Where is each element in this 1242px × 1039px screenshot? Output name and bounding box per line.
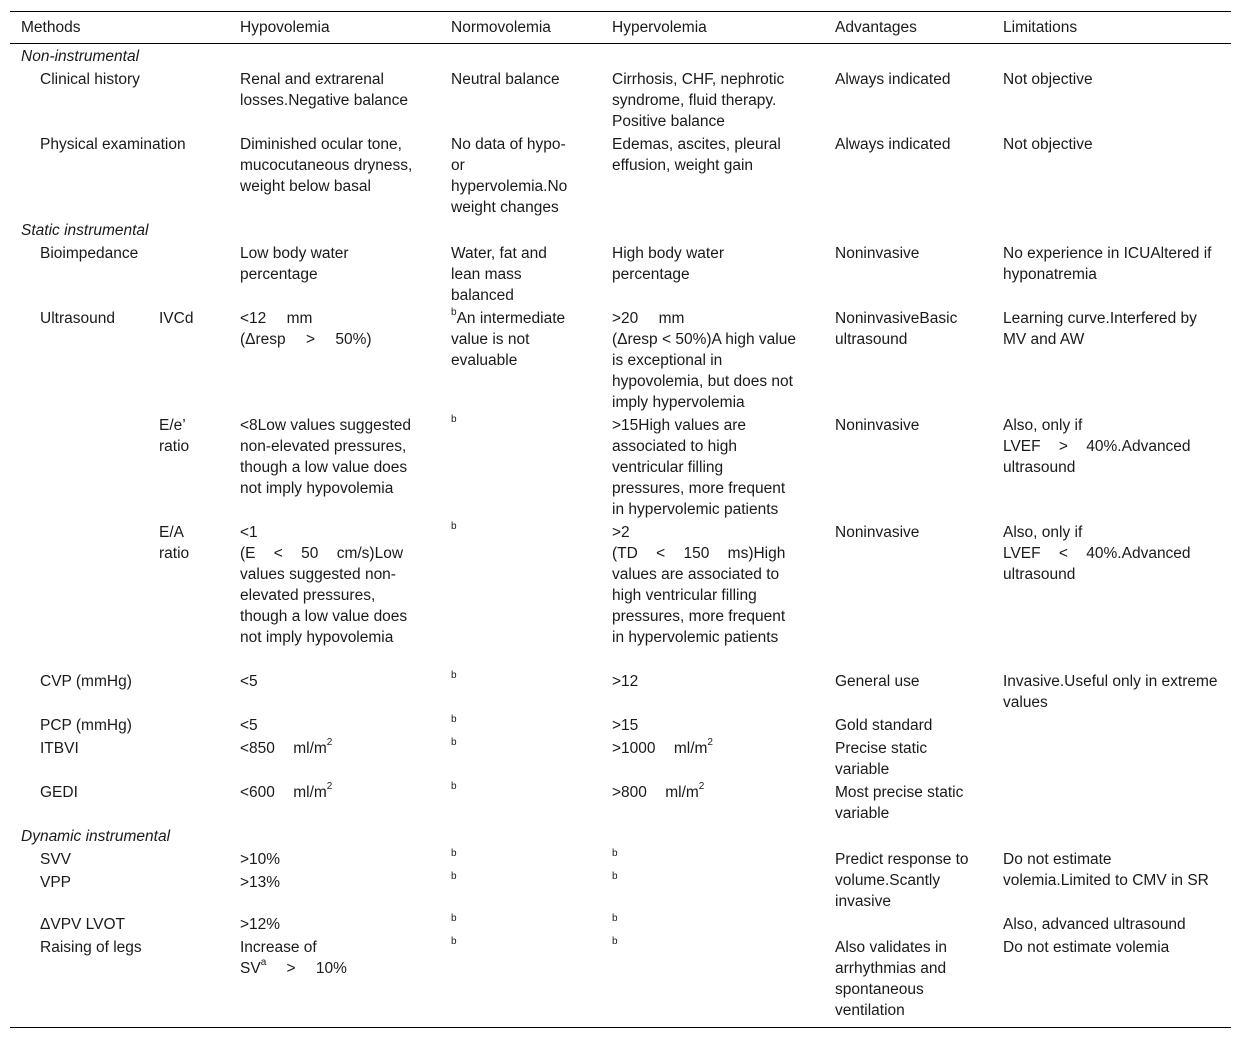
section-static-instrumental: Static instrumental <box>21 222 149 239</box>
cvp-normo <box>451 671 576 692</box>
svv-vpp-adv: Predict response to volume.Scantly invasive <box>835 851 969 910</box>
legs-hypo <box>240 937 416 979</box>
ee-ratio-lim-line1: Also, only if <box>1003 417 1083 434</box>
itbvi-normo <box>451 738 576 759</box>
legs-lim: Do not estimate volemia <box>1003 939 1170 956</box>
svv-normo <box>451 849 576 870</box>
footnote-b-marker: b <box>612 870 618 882</box>
gedi-hypo <box>240 782 416 803</box>
footnote-b-marker: b <box>451 520 457 532</box>
footnote-b-marker: b <box>612 847 618 859</box>
section-dynamic-instrumental: Dynamic instrumental <box>21 828 171 845</box>
svv-hypo: >10% <box>240 851 281 868</box>
ea-ratio-hypo-line1: <1 <box>240 524 258 541</box>
footnote-b-marker: b <box>451 847 457 859</box>
method-dvpv-lvot: ΔVPV LVOT <box>40 916 126 933</box>
footnote-b-marker: b <box>451 736 457 748</box>
ee-ratio-adv: Noninvasive <box>835 417 920 434</box>
footnote-b-marker: b <box>451 713 457 725</box>
physical-exam-hypo: Diminished ocular tone, mucocutaneous dryness, weight below basal <box>240 136 413 195</box>
method-physical-examination: Physical examination <box>40 136 186 153</box>
method-cvp: CVP (mmHg) <box>40 673 132 690</box>
bioimpedance-hyper: High body water percentage <box>612 245 725 283</box>
cvp-hyper: >12 <box>612 673 639 690</box>
header-methods: Methods <box>21 19 81 36</box>
pcp-hyper: >15 <box>612 717 639 734</box>
bioimpedance-adv: Noninvasive <box>835 245 920 262</box>
header-hypovolemia: Hypovolemia <box>240 19 330 36</box>
superscript-2: 2 <box>326 780 333 792</box>
clinical-history-hypo: Renal and extrarenal losses.Negative balance <box>240 71 409 109</box>
vpp-hyper <box>612 872 798 893</box>
ultrasound-sub-ivcd: IVCd <box>159 310 194 327</box>
legs-normo <box>451 937 576 958</box>
ea-ratio-normo <box>451 522 576 543</box>
table-top-rule <box>10 11 1231 12</box>
ee-ratio-hyper: >15High values are associated to high ventricular filling pressures, more frequent in hypervolemic patients <box>612 417 786 518</box>
ee-ratio-lim <box>1003 415 1221 478</box>
ivcd-adv: NoninvasiveBasic ultrasound <box>835 310 958 348</box>
header-rule <box>10 43 1231 44</box>
ivcd-lim: Learning curve.Interfered by MV and AW <box>1003 310 1197 348</box>
ea-ratio-line1: E/A <box>159 524 184 541</box>
ea-ratio-hyper-rest: values are associated to high ventricular filling pressures, more frequent in hypervolemic patients <box>612 566 786 646</box>
ea-ratio-hypo-line2: (E < 50 cm/s)Low <box>240 545 404 562</box>
physical-exam-hyper: Edemas, ascites, pleural effusion, weight gain <box>612 136 781 174</box>
ee-ratio-hypo: <8Low values suggested non-elevated pressures, though a low value does not imply hypovolemia <box>240 417 412 497</box>
bioimpedance-hypo: Low body water percentage <box>240 245 349 283</box>
method-svv: SVV <box>40 851 72 868</box>
ivcd-hypo-line1: <12 mm <box>240 310 313 327</box>
gedi-hyper <box>612 782 798 803</box>
ea-ratio-line2: ratio <box>159 545 190 562</box>
vpp-normo <box>451 872 576 893</box>
ea-ratio-adv: Noninvasive <box>835 524 920 541</box>
superscript-2: 2 <box>707 736 713 748</box>
legs-hypo-sv: SV <box>240 960 261 977</box>
ivcd-hypo <box>240 308 416 350</box>
ivcd-normo-text: An intermediate value is not evaluable <box>451 310 566 369</box>
method-bioimpedance: Bioimpedance <box>40 245 139 262</box>
clinical-history-adv: Always indicated <box>835 71 951 88</box>
legs-hypo-threshold: > 10% <box>266 960 347 977</box>
gedi-normo <box>451 782 576 803</box>
footnote-b-marker: b <box>612 912 618 924</box>
pcp-adv: Gold standard <box>835 717 933 734</box>
pcp-hypo: <5 <box>240 717 258 734</box>
gedi-hyper-value: >800 ml/m <box>612 784 699 801</box>
ivcd-hyper-rest: (Δresp < 50%)A high value is exceptional in hypovolemia, but does not imply hypervolemia <box>612 331 796 411</box>
ultrasound-sub-ee-ratio <box>159 415 189 457</box>
bioimpedance-normo: Water, fat and lean mass balanced <box>451 245 547 304</box>
superscript-2: 2 <box>698 780 705 792</box>
itbvi-hypo <box>240 738 416 759</box>
ivcd-hyper <box>612 308 798 413</box>
physical-exam-adv: Always indicated <box>835 136 951 153</box>
method-ultrasound: Ultrasound <box>40 310 115 327</box>
header-hypervolemia: Hypervolemia <box>612 19 707 36</box>
ee-ratio-normo <box>451 415 576 436</box>
footnote-b-marker: b <box>451 912 457 924</box>
bioimpedance-lim: No experience in ICUAltered if hyponatremia <box>1003 245 1212 283</box>
ea-ratio-hyper <box>612 522 798 648</box>
ea-ratio-lim <box>1003 522 1221 585</box>
footnote-a-marker: a <box>260 956 267 968</box>
physical-exam-lim: Not objective <box>1003 136 1093 153</box>
footnote-b-marker: b <box>451 306 457 318</box>
pcp-normo <box>451 715 576 736</box>
footnote-b-marker: b <box>451 870 457 882</box>
superscript-2: 2 <box>326 736 333 748</box>
header-advantages: Advantages <box>835 19 917 36</box>
clinical-history-lim: Not objective <box>1003 71 1093 88</box>
ea-ratio-hypo <box>240 522 416 648</box>
dvpv-lim: Also, advanced ultrasound <box>1003 916 1186 933</box>
ee-ratio-line2: ratio <box>159 438 190 455</box>
ea-ratio-hyper-line1: >2 <box>612 524 630 541</box>
legs-hypo-line1: Increase of <box>240 939 317 956</box>
method-gedi: GEDI <box>40 784 78 801</box>
footnote-b-marker: b <box>451 935 457 947</box>
dvpv-hypo: >12% <box>240 916 281 933</box>
table-bottom-rule <box>10 1027 1231 1028</box>
clinical-history-hyper: Cirrhosis, CHF, nephrotic syndrome, fluid therapy. Positive balance <box>612 71 785 130</box>
ivcd-normo <box>451 308 576 371</box>
cvp-lim: Invasive.Useful only in extreme values <box>1003 673 1218 711</box>
legs-hyper <box>612 937 798 958</box>
legs-hypo-line2 <box>240 958 416 979</box>
svv-vpp-lim: Do not estimate volemia.Limited to CMV in SR <box>1003 851 1209 889</box>
ivcd-hypo-line2: (Δresp > 50%) <box>240 331 372 348</box>
footnote-b-marker: b <box>612 935 618 947</box>
section-non-instrumental: Non-instrumental <box>21 48 140 65</box>
ea-ratio-lim-line1: Also, only if <box>1003 524 1083 541</box>
vpp-hypo: >13% <box>240 874 281 891</box>
ultrasound-sub-ea-ratio <box>159 522 189 564</box>
footnote-b-marker: b <box>451 780 457 792</box>
ivcd-hyper-line1: >20 mm <box>612 310 685 327</box>
header-limitations: Limitations <box>1003 19 1078 36</box>
ea-ratio-hyper-line2: (TD < 150 ms)High <box>612 545 786 562</box>
ea-ratio-lim-line3: ultrasound <box>1003 566 1076 583</box>
clinical-history-normo: Neutral balance <box>451 71 560 88</box>
footnote-b-marker: b <box>451 669 457 681</box>
svv-hyper <box>612 849 798 870</box>
cvp-adv: General use <box>835 673 920 690</box>
footnote-b-marker: b <box>451 413 457 425</box>
ee-ratio-lim-line2: LVEF > 40%.Advanced <box>1003 438 1191 455</box>
cvp-hypo: <5 <box>240 673 258 690</box>
method-clinical-history: Clinical history <box>40 71 140 88</box>
ee-ratio-line1: E/e’ <box>159 417 186 434</box>
itbvi-hyper-value: >1000 ml/m <box>612 740 708 757</box>
dvpv-normo <box>451 914 576 935</box>
method-itbvi: ITBVI <box>40 740 79 757</box>
ea-ratio-lim-line2: LVEF < 40%.Advanced <box>1003 545 1191 562</box>
legs-adv: Also validates in arrhythmias and spontaneous ventilation <box>835 939 948 1019</box>
method-pcp: PCP (mmHg) <box>40 717 132 734</box>
itbvi-hyper <box>612 738 798 759</box>
ee-ratio-lim-line3: ultrasound <box>1003 459 1076 476</box>
method-raising-of-legs: Raising of legs <box>40 939 142 956</box>
method-vpp: VPP <box>40 874 72 891</box>
physical-exam-normo: No data of hypo- or hypervolemia.No weight changes <box>451 136 568 216</box>
gedi-adv: Most precise static variable <box>835 784 964 822</box>
gedi-hypo-value: <600 ml/m <box>240 784 327 801</box>
itbvi-adv: Precise static variable <box>835 740 928 778</box>
ea-ratio-hypo-rest: values suggested non-elevated pressures, though a low value does not imply hypovolemia <box>240 566 408 646</box>
dvpv-hyper <box>612 914 798 935</box>
itbvi-hypo-value: <850 ml/m <box>240 740 327 757</box>
header-normovolemia: Normovolemia <box>451 19 551 36</box>
